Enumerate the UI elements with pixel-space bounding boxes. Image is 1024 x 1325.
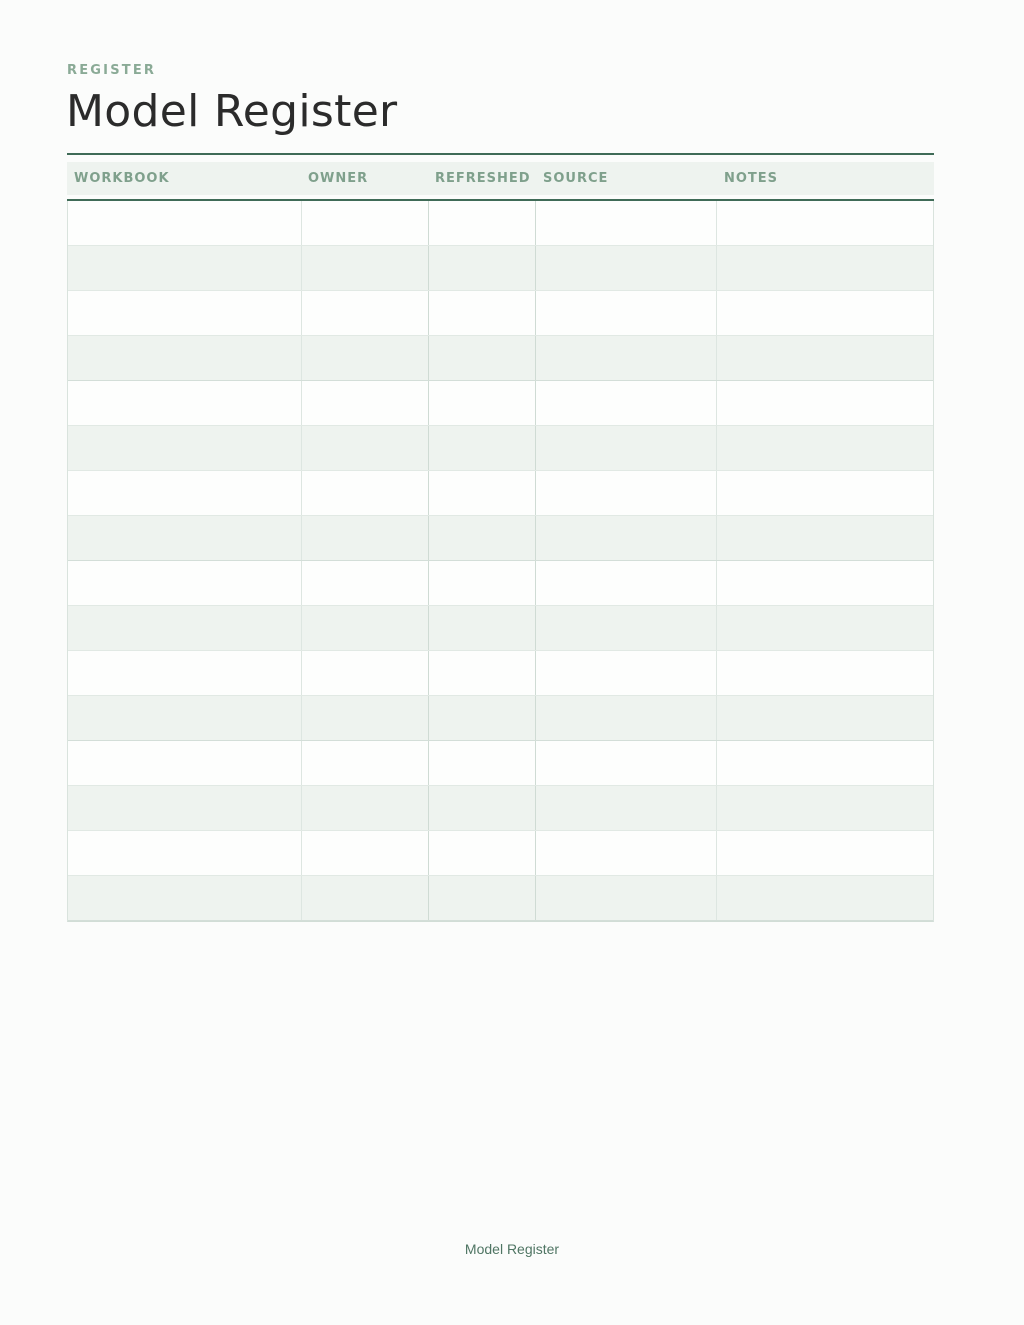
column-header-refreshed: REFRESHED [435,171,531,186]
column-header-workbook: WORKBOOK [74,171,170,186]
cell-owner[interactable] [302,381,429,425]
cell-refreshed[interactable] [429,516,537,560]
cell-owner[interactable] [302,291,429,335]
cell-source[interactable] [536,336,717,380]
table-row [68,561,933,606]
cell-refreshed[interactable] [429,291,537,335]
cell-owner[interactable] [302,246,429,290]
cell-notes[interactable] [717,201,933,245]
table-row [68,291,933,336]
cell-workbook[interactable] [68,471,302,515]
cell-workbook[interactable] [68,651,302,695]
cell-owner[interactable] [302,516,429,560]
table-row [68,786,933,831]
cell-notes[interactable] [717,561,933,605]
column-header-notes: NOTES [724,171,779,186]
cell-owner[interactable] [302,606,429,650]
cell-owner[interactable] [302,201,429,245]
cell-notes[interactable] [717,831,933,875]
cell-workbook[interactable] [68,606,302,650]
cell-workbook[interactable] [68,426,302,470]
cell-source[interactable] [536,831,717,875]
cell-workbook[interactable] [68,831,302,875]
cell-owner[interactable] [302,741,429,785]
cell-owner[interactable] [302,471,429,515]
cell-source[interactable] [536,786,717,830]
cell-notes[interactable] [717,786,933,830]
cell-notes[interactable] [717,651,933,695]
cell-refreshed[interactable] [429,606,537,650]
cell-source[interactable] [536,651,717,695]
table-row [68,426,933,471]
cell-notes[interactable] [717,471,933,515]
cell-workbook[interactable] [68,786,302,830]
table-row [68,876,933,921]
cell-workbook[interactable] [68,696,302,740]
cell-workbook[interactable] [68,516,302,560]
table-row [68,381,933,426]
cell-notes[interactable] [717,606,933,650]
cell-source[interactable] [536,516,717,560]
cell-refreshed[interactable] [429,471,537,515]
cell-source[interactable] [536,201,717,245]
cell-owner[interactable] [302,876,429,920]
cell-workbook[interactable] [68,561,302,605]
cell-owner[interactable] [302,561,429,605]
cell-workbook[interactable] [68,291,302,335]
cell-notes[interactable] [717,246,933,290]
table-row [68,471,933,516]
cell-refreshed[interactable] [429,696,537,740]
column-header-source: SOURCE [543,171,609,186]
table-row [68,831,933,876]
cell-notes[interactable] [717,336,933,380]
page-footer: Model Register [464,1241,560,1257]
cell-refreshed[interactable] [429,741,537,785]
cell-source[interactable] [536,381,717,425]
cell-notes[interactable] [717,291,933,335]
cell-refreshed[interactable] [429,876,537,920]
table-header [67,162,934,195]
table-row [68,246,933,291]
cell-owner[interactable] [302,651,429,695]
cell-notes[interactable] [717,516,933,560]
cell-refreshed[interactable] [429,246,537,290]
cell-notes[interactable] [717,876,933,920]
cell-source[interactable] [536,471,717,515]
cell-workbook[interactable] [68,246,302,290]
cell-refreshed[interactable] [429,651,537,695]
cell-refreshed[interactable] [429,426,537,470]
table-row [68,696,933,741]
cell-refreshed[interactable] [429,561,537,605]
column-header-owner: OWNER [308,171,369,186]
cell-notes[interactable] [717,696,933,740]
cell-notes[interactable] [717,426,933,470]
register-table [67,201,934,922]
cell-workbook[interactable] [68,336,302,380]
cell-owner[interactable] [302,696,429,740]
cell-source[interactable] [536,876,717,920]
cell-workbook[interactable] [68,741,302,785]
cell-owner[interactable] [302,831,429,875]
cell-workbook[interactable] [68,201,302,245]
cell-source[interactable] [536,741,717,785]
table-row [68,201,933,246]
top-rule [67,153,934,155]
cell-refreshed[interactable] [429,786,537,830]
page-title: Model Register [66,86,398,137]
cell-workbook[interactable] [68,876,302,920]
cell-source[interactable] [536,561,717,605]
cell-source[interactable] [536,606,717,650]
cell-refreshed[interactable] [429,381,537,425]
cell-notes[interactable] [717,741,933,785]
cell-owner[interactable] [302,336,429,380]
cell-refreshed[interactable] [429,831,537,875]
table-row [68,516,933,561]
eyebrow-label: REGISTER [67,63,157,78]
table-row [68,606,933,651]
cell-refreshed[interactable] [429,336,537,380]
table-row [68,741,933,786]
cell-source[interactable] [536,426,717,470]
cell-owner[interactable] [302,426,429,470]
cell-source[interactable] [536,291,717,335]
cell-owner[interactable] [302,786,429,830]
table-row [68,336,933,381]
cell-refreshed[interactable] [429,201,537,245]
cell-source[interactable] [536,696,717,740]
cell-notes[interactable] [717,381,933,425]
cell-workbook[interactable] [68,381,302,425]
table-row [68,651,933,696]
cell-source[interactable] [536,246,717,290]
